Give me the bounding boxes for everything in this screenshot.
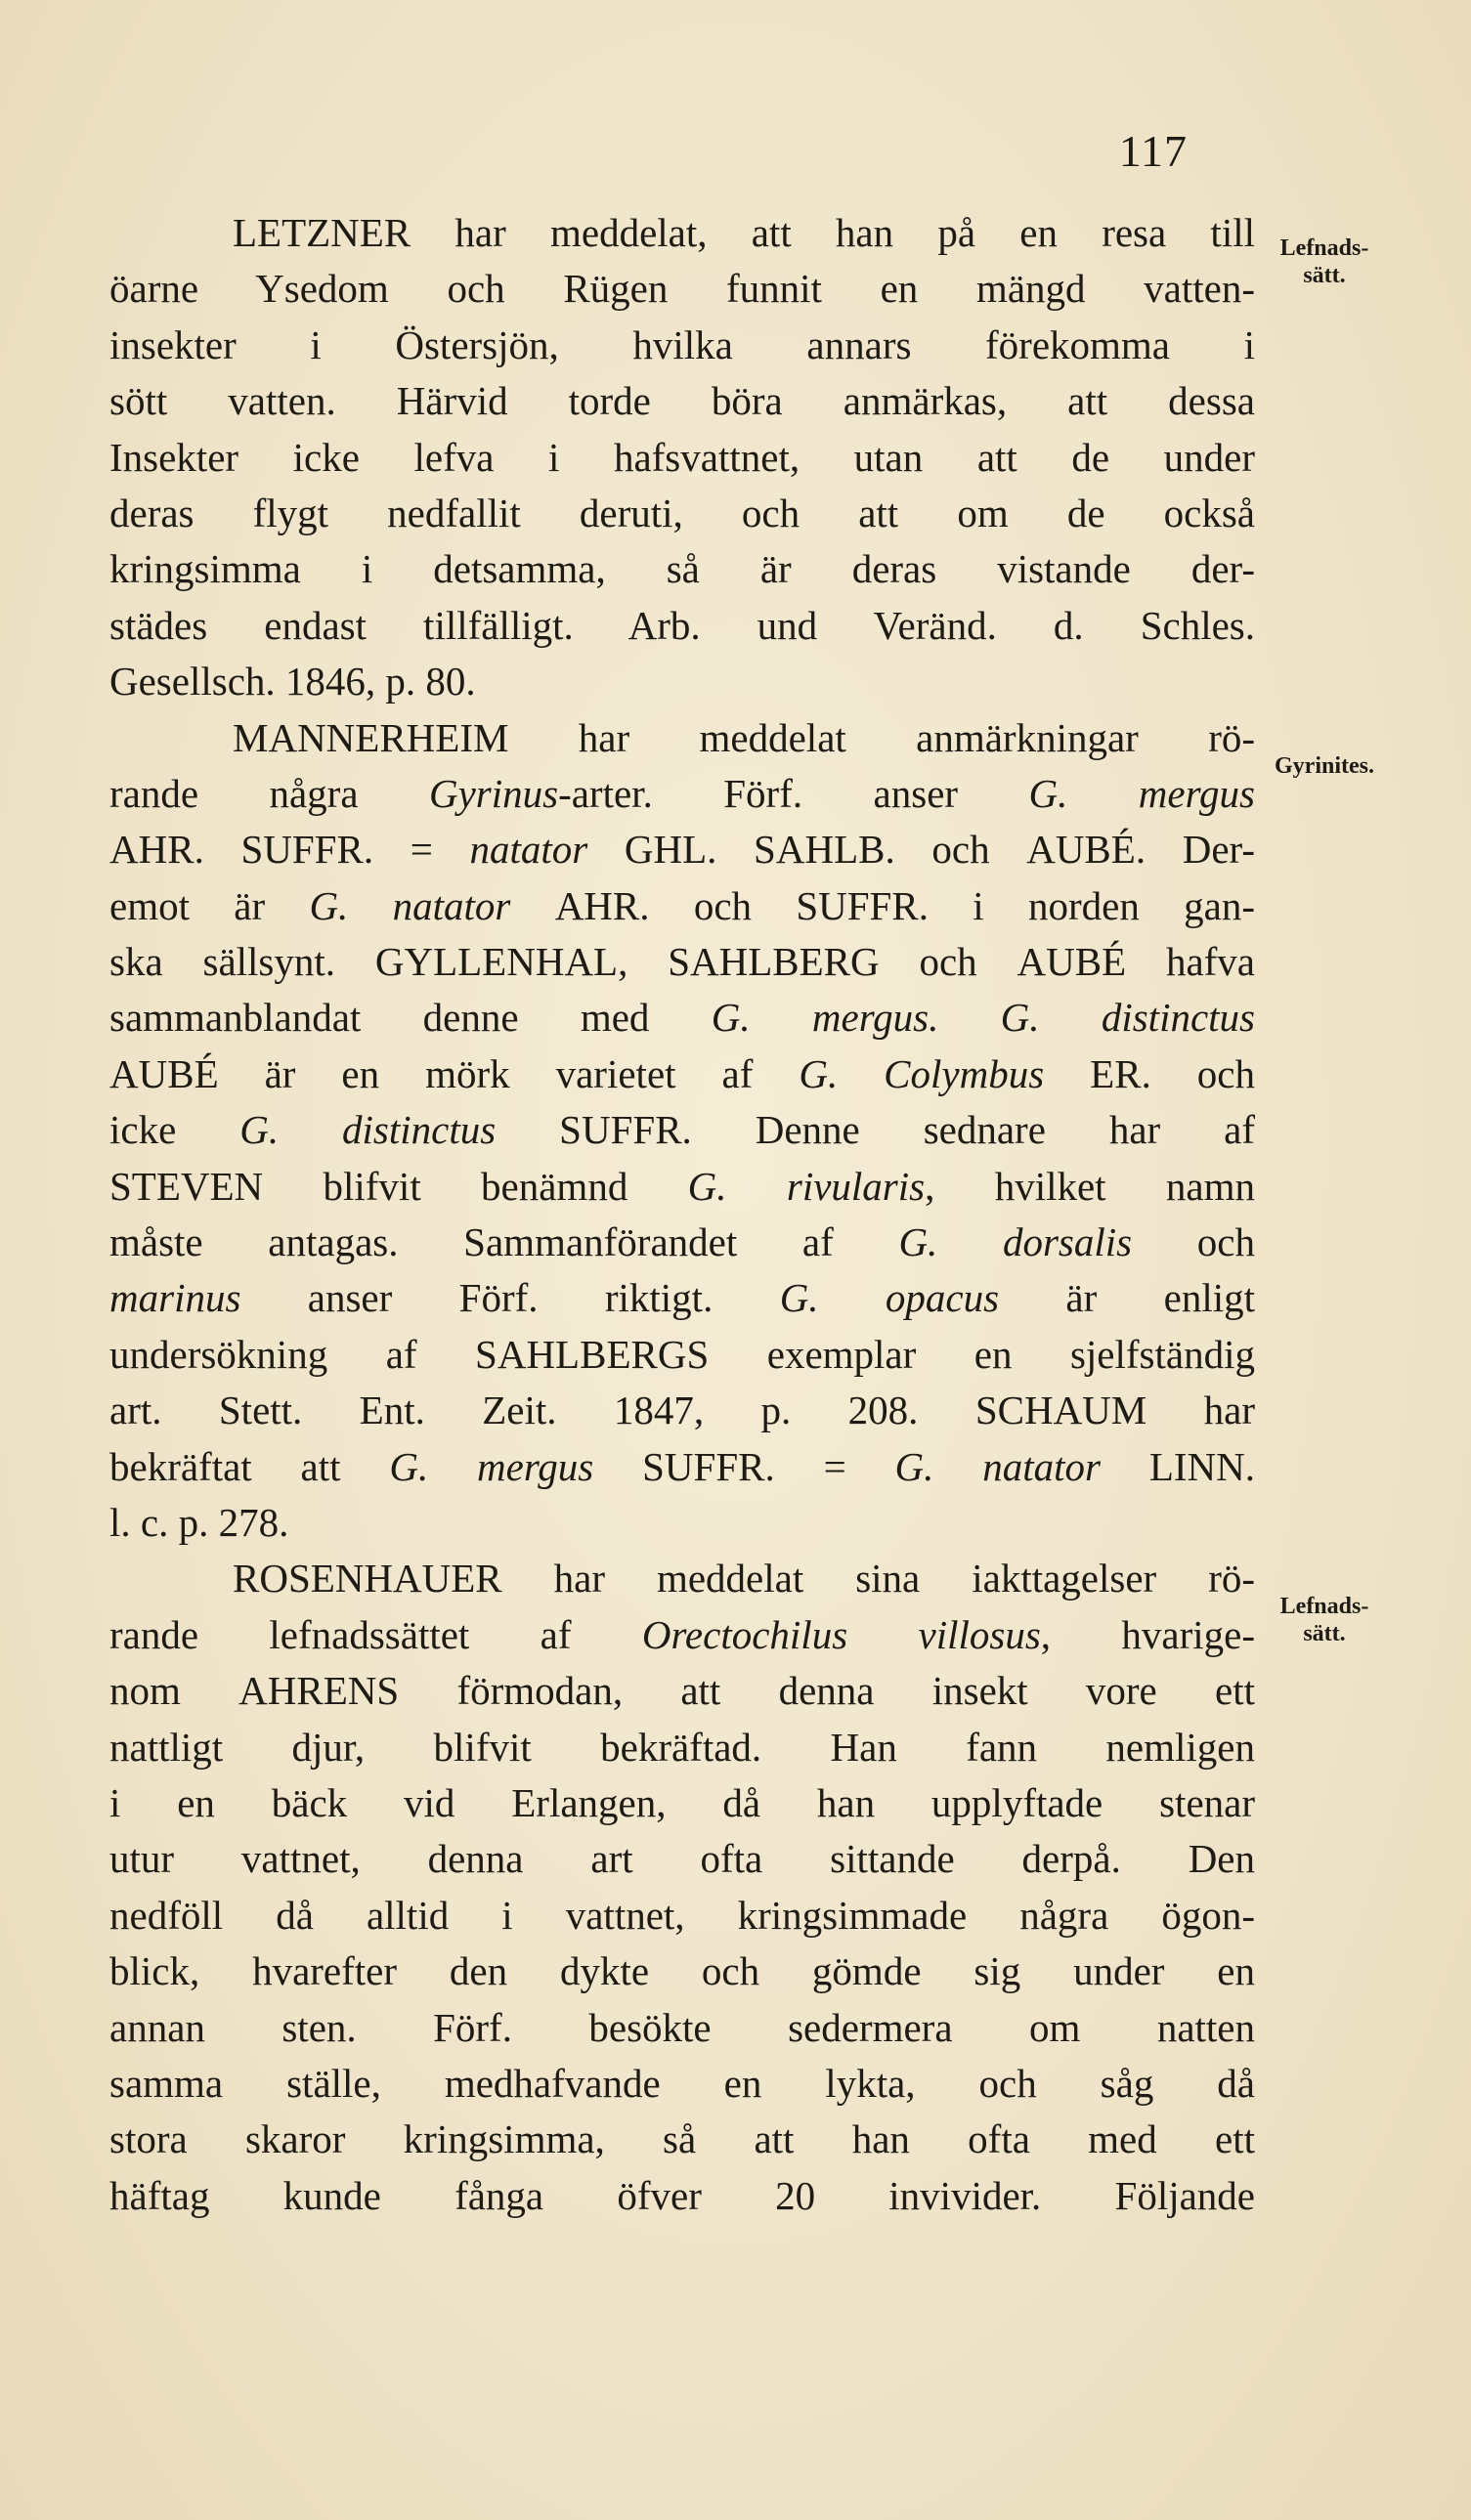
margin-note-lefnadssatt-2 — [1261, 1593, 1388, 1647]
text-line: nedföll då alltid i vattnet, kringsimmade några ögon- — [109, 1892, 1255, 1938]
text-line: undersökning af SAHLBERGS exemplar en sjelfständig — [109, 1331, 1255, 1377]
text-line: Gesellsch. 1846, p. 80. — [109, 659, 476, 705]
text-line: öarne Ysedom och Rügen funnit en mängd vatten- — [109, 266, 1255, 312]
text-line: nom AHRENS förmodan, att denna insekt vore ett — [109, 1668, 1255, 1714]
text-line: stora skaror kringsimma, så att han ofta med ett — [109, 2116, 1255, 2162]
text-line: rande några Gyrinus-arter. Förf. anser G. mergus — [109, 770, 1255, 816]
margin-note-line: Gyrinites. — [1275, 753, 1374, 779]
text-line: annan sten. Förf. besökte sedermera om natten — [109, 2004, 1255, 2050]
margin-note-gyrinites — [1261, 752, 1388, 780]
text-line: städes endast tillfälligt. Arb. und Veränd. d. Schles. — [109, 602, 1255, 648]
text-line: blick, hvarefter den dykte och gömde sig under en — [109, 1948, 1255, 1994]
text-line: emot är G. natator AHR. och SUFFR. i norden gan- — [109, 882, 1255, 928]
body-text — [109, 205, 1255, 2224]
text-line: kringsimma i detsamma, så är deras vistande der- — [109, 546, 1255, 592]
margin-note-line: Lefnads- — [1279, 235, 1369, 261]
text-line: MANNERHEIM har meddelat anmärkningar rö- — [233, 714, 1255, 760]
text-line: AHR. SUFFR. = natator GHL. SAHLB. och AUBÉ. Der- — [109, 827, 1255, 873]
text-line: samma ställe, medhafvande en lykta, och såg då — [109, 2060, 1255, 2106]
text-line: häftag kunde fånga öfver 20 invivider. Följande — [109, 2172, 1255, 2218]
author-name: MANNERHEIM — [233, 714, 509, 760]
margin-note-line: sätt. — [1303, 1621, 1346, 1646]
text-line: i en bäck vid Erlangen, då han upplyftade stenar — [109, 1779, 1255, 1825]
text-line: STEVEN blifvit benämnd G. rivularis, hvilket namn — [109, 1163, 1255, 1209]
margin-note-lefnadssatt-1 — [1261, 235, 1388, 289]
page-number: 117 — [1118, 126, 1188, 176]
text-line: sammanblandat denne med G. mergus. G. distinctus — [109, 995, 1255, 1041]
margin-note-line: Lefnads- — [1279, 1594, 1369, 1619]
author-name: LETZNER — [233, 210, 411, 255]
text-line: rande lefnadssättet af Orectochilus villosus, hvarige- — [109, 1611, 1255, 1657]
text-line: LETZNER har meddelat, att han på en resa till — [233, 210, 1255, 255]
text-line: måste antagas. Sammanförandet af G. dorsalis och — [109, 1219, 1255, 1265]
author-name: ROSENHAUER — [233, 1556, 502, 1602]
text-line: insekter i Östersjön, hvilka annars förekomma i — [109, 321, 1255, 367]
text-line: ska sällsynt. GYLLENHAL, SAHLBERG och AUBÉ hafva — [109, 939, 1255, 985]
text-line: bekräftat att G. mergus SUFFR. = G. natator LINN. — [109, 1443, 1255, 1489]
text-line: l. c. p. 278. — [109, 1499, 289, 1545]
margin-note-line: sätt. — [1303, 263, 1346, 288]
text-line: deras flygt nedfallit deruti, och att om de också — [109, 490, 1255, 535]
text-line: icke G. distinctus SUFFR. Denne sednare har af — [109, 1107, 1255, 1153]
text-line: Insekter icke lefva i hafsvattnet, utan att de under — [109, 434, 1255, 480]
text-line: marinus anser Förf. riktigt. G. opacus är enligt — [109, 1275, 1255, 1321]
text-line: art. Stett. Ent. Zeit. 1847, p. 208. SCHAUM har — [109, 1388, 1255, 1433]
text-line: nattligt djur, blifvit bekräftad. Han fann nemligen — [109, 1724, 1255, 1770]
text-line: ROSENHAUER har meddelat sina iakttagelser rö- — [233, 1556, 1255, 1602]
text-line: utur vattnet, denna art ofta sittande derpå. Den — [109, 1836, 1255, 1882]
text-line: AUBÉ är en mörk varietet af G. Colymbus ER. och — [109, 1050, 1255, 1096]
text-line: sött vatten. Härvid torde böra anmärkas, att dessa — [109, 378, 1255, 424]
